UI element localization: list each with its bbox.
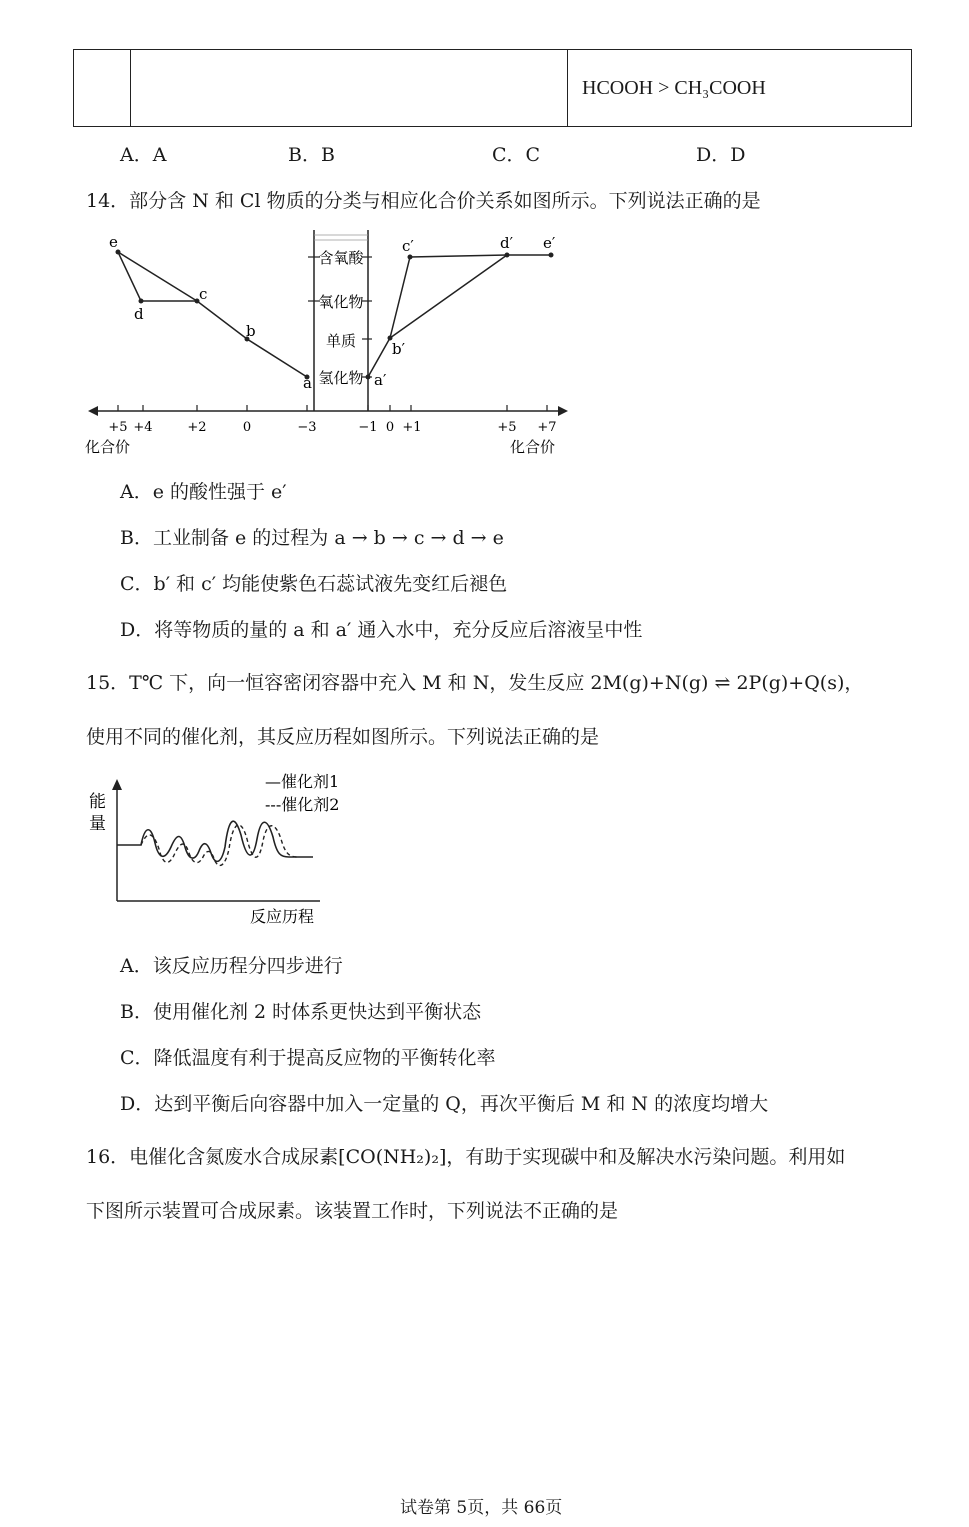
- q15-option-c: C．降低温度有利于提高反应物的平衡转化率: [120, 1047, 496, 1069]
- table-cell-conclusion: HCOOH > CH₃COOH: [568, 50, 912, 127]
- x-label: 反应历程: [250, 907, 315, 926]
- tick-zero-right: 0: [385, 420, 395, 435]
- q14-valence-figure: [80, 225, 580, 465]
- label-a-prime: a′: [374, 371, 387, 389]
- tick-zero-left: 0: [242, 420, 252, 435]
- x-axis-right-arrow: [558, 406, 568, 416]
- n-series-line: [118, 252, 307, 377]
- tick-plus5-left: +5: [108, 420, 128, 435]
- point-e-prime: [549, 253, 554, 258]
- label-c-prime: c′: [402, 237, 414, 255]
- q14-stem: 14．部分含 N 和 Cl 物质的分类与相应化合价关系如图所示。下列说法正确的是: [86, 190, 761, 212]
- table-cell-content: [131, 50, 568, 127]
- q15-energy-figure: [85, 765, 375, 930]
- tick-minus1: −1: [358, 420, 378, 435]
- q13-option-c: C．C: [492, 144, 541, 166]
- category-oxyacid: 含氧酸: [318, 249, 364, 267]
- q15-option-a: A．该反应历程分四步进行: [120, 955, 343, 977]
- label-b: b: [246, 322, 256, 340]
- q14-option-b: B．工业制备 e 的过程为 a → b → c → d → e: [120, 527, 504, 549]
- label-d: d: [134, 305, 144, 323]
- q14-option-a: A．e 的酸性强于 e′: [120, 481, 287, 503]
- point-d: [139, 299, 144, 304]
- category-oxide: 氧化物: [318, 293, 364, 311]
- tick-plus5-right: +5: [497, 420, 517, 435]
- q15-stem-line1: 15．T℃ 下，向一恒容密闭容器中充入 M 和 N，发生反应 2M(g)+N(g) ⇌ 2P(g)+Q(s)，: [86, 672, 864, 694]
- point-c-prime: [408, 255, 413, 260]
- point-d-prime: [505, 253, 510, 258]
- q15-option-b: B．使用催化剂 2 时体系更快达到平衡状态: [120, 1001, 482, 1023]
- label-d-prime: d′: [500, 234, 514, 252]
- q15-option-d: D．达到平衡后向容器中加入一定量的 Q，再次平衡后 M 和 N 的浓度均增大: [120, 1093, 769, 1115]
- q13-option-d: D．D: [696, 144, 746, 166]
- tick-plus4: +4: [133, 420, 153, 435]
- label-e-prime: e′: [543, 234, 556, 252]
- label-e: e: [109, 233, 118, 251]
- table-cell-index: [74, 50, 131, 127]
- axis-label-left: 化合价: [85, 438, 131, 456]
- x-axis-left-arrow: [88, 406, 98, 416]
- tick-plus7: +7: [537, 420, 557, 435]
- label-a: a: [303, 374, 312, 392]
- q16-stem-line2: 下图所示装置可合成尿素。该装置工作时，下列说法不正确的是: [86, 1200, 619, 1222]
- y-label-2: 量: [89, 814, 106, 834]
- cl-series-line: [368, 255, 551, 377]
- tick-minus3: −3: [297, 420, 317, 435]
- tick-plus1: +1: [402, 420, 422, 435]
- catalyst-2-curve: [141, 825, 297, 866]
- q14-option-d: D．将等物质的量的 a 和 a′ 通入水中，充分反应后溶液呈中性: [120, 619, 643, 641]
- category-hydride: 氢化物: [318, 369, 364, 387]
- q13-option-b: B．B: [288, 144, 335, 166]
- legend-catalyst-1: —催化剂1: [265, 772, 340, 791]
- legend-catalyst-2: ---催化剂2: [265, 795, 340, 814]
- tick-plus2: +2: [187, 420, 207, 435]
- label-b-prime: b′: [392, 340, 406, 358]
- catalyst-1-curve: [117, 821, 313, 861]
- q14-option-c: C．b′ 和 c′ 均能使紫色石蕊试液先变红后褪色: [120, 573, 508, 595]
- y-label-1: 能: [89, 792, 106, 812]
- q16-stem-line1: 16．电催化含氮废水合成尿素[CO(NH₂)₂]，有助于实现碳中和及解决水污染问题。利用如: [86, 1146, 846, 1168]
- q13-option-a: A．A: [120, 144, 167, 166]
- point-a-prime: [366, 375, 371, 380]
- y-axis-arrow: [112, 779, 122, 790]
- category-element: 单质: [325, 332, 357, 350]
- page-footer: 试卷第 5页，共 66页: [400, 1498, 563, 1518]
- axis-label-right: 化合价: [510, 438, 556, 456]
- answer-table: [73, 49, 912, 127]
- label-c: c: [199, 285, 208, 303]
- q15-stem-line2: 使用不同的催化剂，其反应历程如图所示。下列说法正确的是: [86, 726, 600, 748]
